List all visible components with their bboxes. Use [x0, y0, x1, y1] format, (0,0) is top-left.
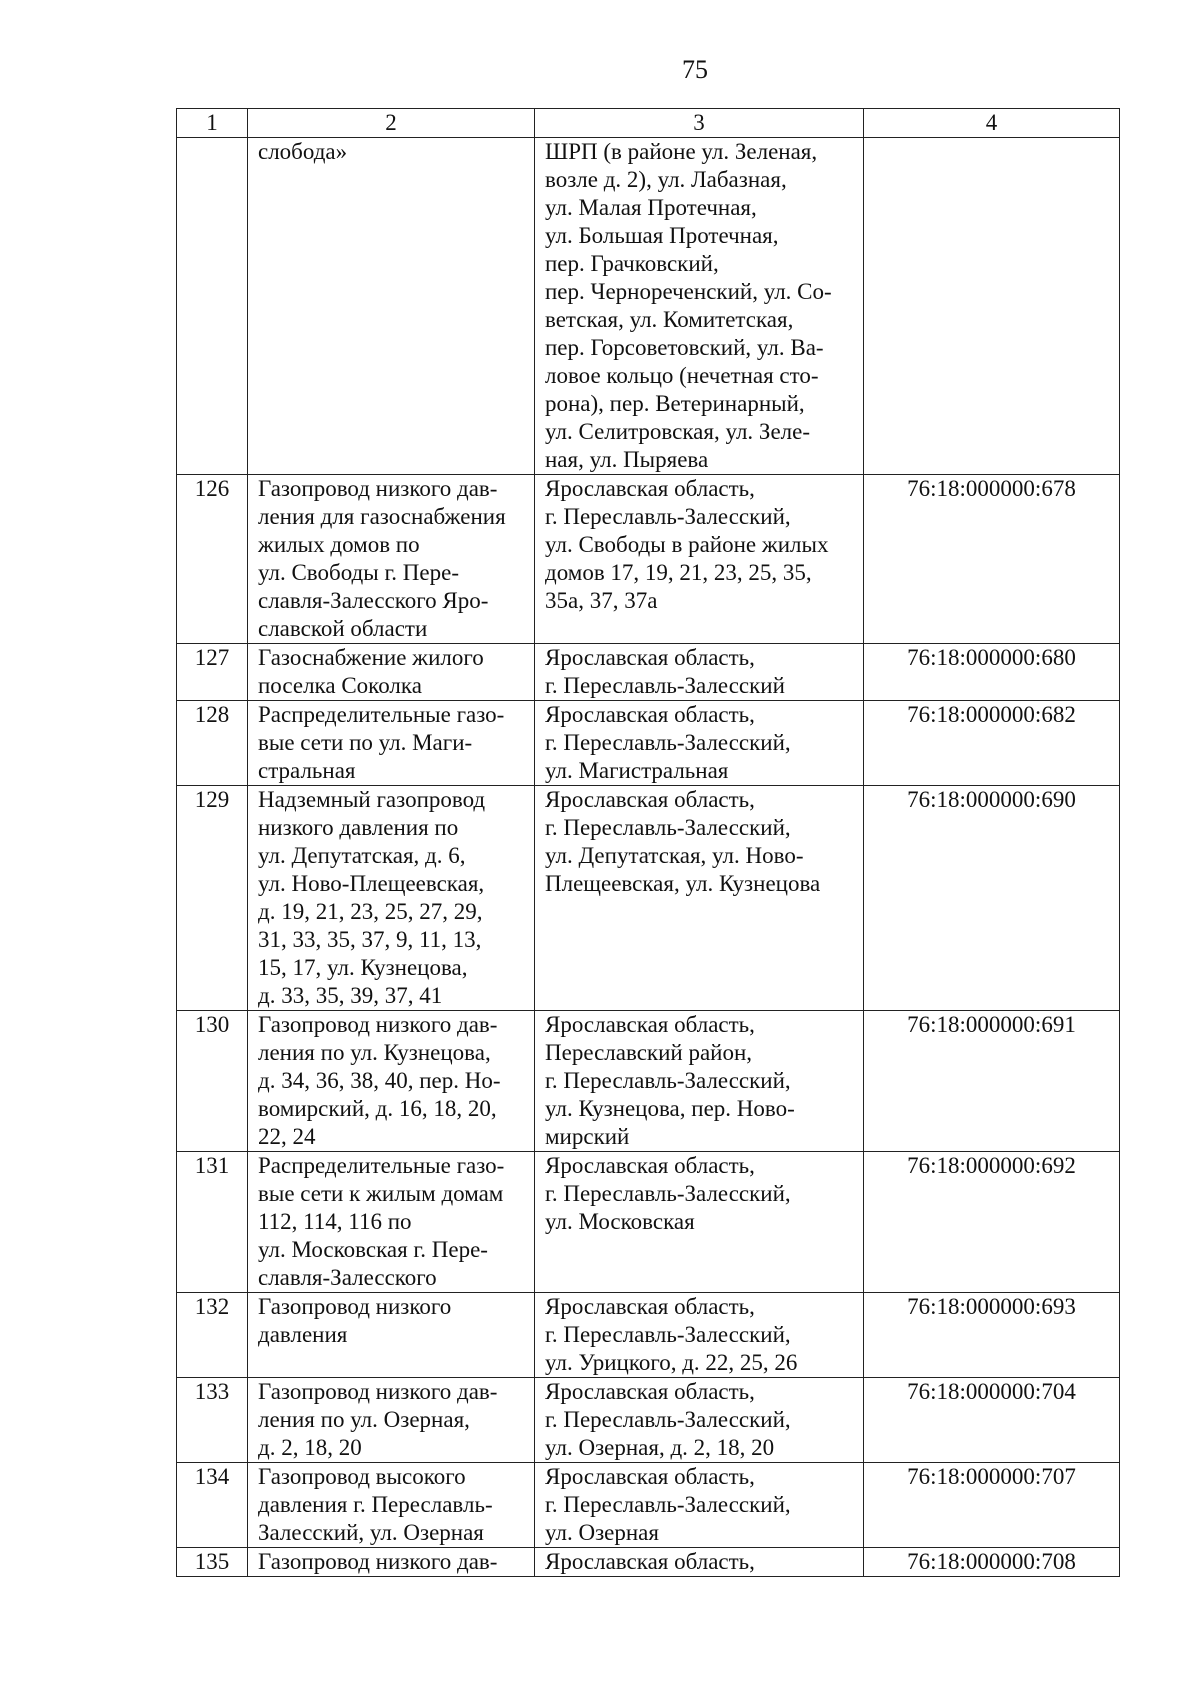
table-row: [177, 138, 1120, 475]
address-line: пер. Грачковский,: [545, 251, 719, 276]
object-name-line: 112, 114, 116 по: [258, 1209, 412, 1234]
address-cell: [535, 644, 864, 701]
table-row: [177, 701, 1120, 786]
object-name-line: давления: [258, 1322, 348, 1347]
object-name-line: давления г. Переславль-: [258, 1492, 493, 1517]
table-row: [177, 1463, 1120, 1548]
address-line: ул. Селитровская, ул. Зеле-: [545, 419, 811, 444]
address-line: рона), пер. Ветеринарный,: [545, 391, 805, 416]
object-name-line: д. 33, 35, 39, 37, 41: [258, 983, 443, 1008]
column-header-3: 3: [535, 109, 864, 138]
address-cell: [535, 475, 864, 644]
table-row: [177, 1548, 1120, 1577]
gas-pipeline-registry-table: [176, 108, 1120, 1577]
cadastral-number-cell: 76:18:000000:692: [864, 1152, 1120, 1293]
table-row: [177, 1293, 1120, 1378]
object-name-line: ления по ул. Озерная,: [258, 1407, 470, 1432]
object-name-cell: [248, 786, 535, 1011]
cadastral-number-cell: 76:18:000000:704: [864, 1378, 1120, 1463]
address-line: г. Переславль-Залесский,: [545, 1492, 791, 1517]
object-name-cell: [248, 644, 535, 701]
row-number-cell: 133: [177, 1378, 248, 1463]
table-body: [177, 138, 1120, 1577]
address-line: г. Переславль-Залесский,: [545, 1407, 791, 1432]
column-header-2: 2: [248, 109, 535, 138]
address-cell: [535, 138, 864, 475]
object-name-line: стральная: [258, 758, 356, 783]
address-cell: [535, 1378, 864, 1463]
address-line: ШРП (в районе ул. Зеленая,: [545, 139, 818, 164]
address-line: г. Переславль-Залесский,: [545, 730, 791, 755]
object-name-line: д. 2, 18, 20: [258, 1435, 362, 1460]
object-name-cell: [248, 1152, 535, 1293]
row-number-cell: 130: [177, 1011, 248, 1152]
address-line: Плещеевская, ул. Кузнецова: [545, 871, 821, 896]
column-header-1: 1: [177, 109, 248, 138]
column-header-4: 4: [864, 109, 1120, 138]
address-line: ул. Магистральная: [545, 758, 729, 783]
address-line: Ярославская область,: [545, 1294, 755, 1319]
address-line: пер. Чернореченский, ул. Со-: [545, 279, 832, 304]
object-name-line: Газопровод высокого: [258, 1464, 466, 1489]
cadastral-number-cell: 76:18:000000:680: [864, 644, 1120, 701]
object-name-line: Газоснабжение жилого: [258, 645, 484, 670]
table-row: [177, 1011, 1120, 1152]
cadastral-number-cell: 76:18:000000:682: [864, 701, 1120, 786]
address-cell: [535, 786, 864, 1011]
object-name-line: Распределительные газо-: [258, 1153, 505, 1178]
object-name-cell: [248, 1378, 535, 1463]
cadastral-number-cell: [864, 138, 1120, 475]
address-line: Ярославская область,: [545, 1012, 755, 1037]
object-name-line: славской области: [258, 616, 428, 641]
object-name-line: Залесский, ул. Озерная: [258, 1520, 484, 1545]
address-line: Ярославская область,: [545, 1464, 755, 1489]
object-name-cell: [248, 475, 535, 644]
address-line: ул. Большая Протечная,: [545, 223, 779, 248]
object-name-line: ления по ул. Кузнецова,: [258, 1040, 491, 1065]
cadastral-number-cell: 76:18:000000:690: [864, 786, 1120, 1011]
object-name-line: 31, 33, 35, 37, 9, 11, 13,: [258, 927, 482, 952]
object-name-line: ул. Свободы г. Пере-: [258, 560, 459, 585]
object-name-line: ул. Депутатская, д. 6,: [258, 843, 466, 868]
row-number-cell: [177, 138, 248, 475]
address-line: Ярославская область,: [545, 1549, 755, 1574]
address-line: ул. Малая Протечная,: [545, 195, 757, 220]
address-line: мирский: [545, 1124, 630, 1149]
table-row: [177, 475, 1120, 644]
object-name-line: вые сети по ул. Маги-: [258, 730, 473, 755]
row-number-cell: 129: [177, 786, 248, 1011]
object-name-line: поселка Соколка: [258, 673, 422, 698]
address-line: г. Переславль-Залесский,: [545, 504, 791, 529]
row-number-cell: 131: [177, 1152, 248, 1293]
object-name-line: Газопровод низкого дав-: [258, 1012, 498, 1037]
object-name-line: Надземный газопровод: [258, 787, 486, 812]
row-number-cell: 132: [177, 1293, 248, 1378]
object-name-line: Распределительные газо-: [258, 702, 505, 727]
address-line: г. Переславль-Залесский,: [545, 1068, 791, 1093]
object-name-cell: [248, 1463, 535, 1548]
address-line: Ярославская область,: [545, 1153, 755, 1178]
page-number: 75: [682, 55, 708, 84]
address-line: ул. Депутатская, ул. Ново-: [545, 843, 804, 868]
address-line: возле д. 2), ул. Лабазная,: [545, 167, 787, 192]
address-line: ловое кольцо (нечетная сто-: [545, 363, 819, 388]
object-name-line: ул. Московская г. Пере-: [258, 1237, 488, 1262]
row-number-cell: 126: [177, 475, 248, 644]
object-name-line: 22, 24: [258, 1124, 316, 1149]
object-name-line: д. 19, 21, 23, 25, 27, 29,: [258, 899, 483, 924]
cadastral-number-cell: 76:18:000000:691: [864, 1011, 1120, 1152]
object-name-line: вые сети к жилым домам: [258, 1181, 504, 1206]
object-name-line: ул. Ново-Плещеевская,: [258, 871, 485, 896]
address-line: ул. Московская: [545, 1209, 695, 1234]
address-cell: [535, 1152, 864, 1293]
object-name-line: жилых домов по: [258, 532, 420, 557]
object-name-cell: [248, 138, 535, 475]
table-row: [177, 1378, 1120, 1463]
row-number-cell: 134: [177, 1463, 248, 1548]
row-number-cell: 128: [177, 701, 248, 786]
address-line: ная, ул. Пыряева: [545, 447, 709, 472]
object-name-line: Газопровод низкого дав-: [258, 1549, 498, 1574]
address-line: г. Переславль-Залесский,: [545, 815, 791, 840]
address-cell: [535, 701, 864, 786]
address-line: домов 17, 19, 21, 23, 25, 35,: [545, 560, 812, 585]
object-name-line: вомирский, д. 16, 18, 20,: [258, 1096, 497, 1121]
row-number-cell: 127: [177, 644, 248, 701]
address-line: г. Переславль-Залесский,: [545, 1181, 791, 1206]
address-line: Ярославская область,: [545, 645, 755, 670]
object-name-line: д. 34, 36, 38, 40, пер. Но-: [258, 1068, 501, 1093]
object-name-cell: [248, 1548, 535, 1577]
cadastral-number-cell: 76:18:000000:707: [864, 1463, 1120, 1548]
address-line: ул. Озерная, д. 2, 18, 20: [545, 1435, 775, 1460]
object-name-cell: [248, 701, 535, 786]
cadastral-number-cell: 76:18:000000:708: [864, 1548, 1120, 1577]
object-name-line: Газопровод низкого дав-: [258, 476, 498, 501]
address-line: Ярославская область,: [545, 476, 755, 501]
address-line: 35а, 37, 37а: [545, 588, 658, 613]
address-line: Ярославская область,: [545, 1379, 755, 1404]
object-name-line: славля-Залесского: [258, 1265, 437, 1290]
address-line: ул. Озерная: [545, 1520, 659, 1545]
address-line: ул. Урицкого, д. 22, 25, 26: [545, 1350, 798, 1375]
address-line: Переславский район,: [545, 1040, 753, 1065]
object-name-line: Газопровод низкого дав-: [258, 1379, 498, 1404]
table-row: [177, 1152, 1120, 1293]
cadastral-number-cell: 76:18:000000:678: [864, 475, 1120, 644]
object-name-line: слобода»: [258, 139, 348, 164]
object-name-cell: [248, 1011, 535, 1152]
address-line: ул. Кузнецова, пер. Ново-: [545, 1096, 795, 1121]
object-name-line: 15, 17, ул. Кузнецова,: [258, 955, 468, 980]
address-line: г. Переславль-Залесский: [545, 673, 785, 698]
row-number-cell: 135: [177, 1548, 248, 1577]
column-number-header-row: [177, 109, 1120, 138]
object-name-line: ления для газоснабжения: [258, 504, 506, 529]
object-name-line: славля-Залесского Яро-: [258, 588, 489, 613]
address-cell: [535, 1011, 864, 1152]
table-row: [177, 786, 1120, 1011]
address-cell: [535, 1463, 864, 1548]
address-line: ветская, ул. Комитетская,: [545, 307, 794, 332]
address-line: пер. Горсоветовский, ул. Ва-: [545, 335, 824, 360]
address-line: г. Переславль-Залесский,: [545, 1322, 791, 1347]
cadastral-number-cell: 76:18:000000:693: [864, 1293, 1120, 1378]
address-cell: [535, 1293, 864, 1378]
object-name-line: низкого давления по: [258, 815, 459, 840]
address-cell: [535, 1548, 864, 1577]
object-name-line: Газопровод низкого: [258, 1294, 452, 1319]
address-line: Ярославская область,: [545, 702, 755, 727]
table-row: [177, 644, 1120, 701]
address-line: ул. Свободы в районе жилых: [545, 532, 829, 557]
address-line: Ярославская область,: [545, 787, 755, 812]
object-name-cell: [248, 1293, 535, 1378]
